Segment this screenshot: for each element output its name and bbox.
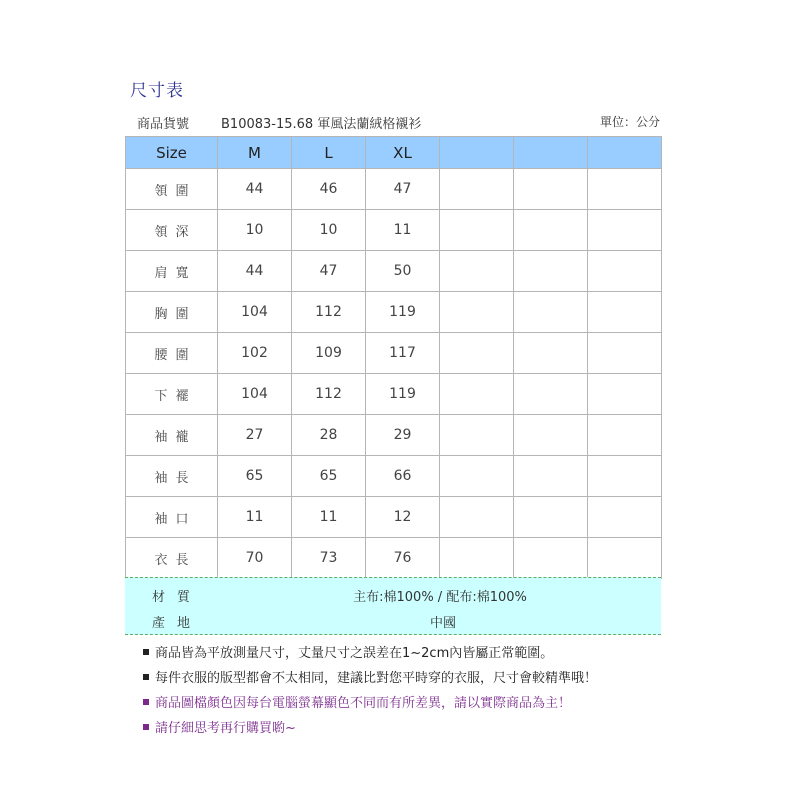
product-code-label: 商品貨號: [137, 117, 190, 132]
table-cell: [440, 497, 514, 538]
square-bullet-icon: [143, 724, 149, 730]
table-row: [126, 292, 662, 333]
table-cell: [514, 210, 588, 251]
table-row: [126, 456, 662, 497]
table-cell: [588, 456, 662, 497]
table-cell: [588, 169, 662, 210]
table-cell: 11: [366, 210, 440, 251]
note-text: 商品皆為平放測量尺寸，丈量尺寸之誤差在1~2cm內皆屬正常範圍。: [155, 646, 554, 661]
table-cell: [440, 415, 514, 456]
table-cell: [440, 292, 514, 333]
table-cell: 44: [218, 251, 292, 292]
table-cell: [588, 415, 662, 456]
table-cell: [440, 333, 514, 374]
table-cell: [588, 374, 662, 415]
material-value: 主布:棉100% / 配布:棉100%: [353, 590, 527, 605]
square-bullet-icon: [143, 699, 149, 705]
table-cell: [514, 251, 588, 292]
material-label: 材質: [152, 590, 203, 605]
table-row: [126, 333, 662, 374]
table-row: [126, 169, 662, 210]
table-cell: 28: [292, 415, 366, 456]
table-cell: 27: [218, 415, 292, 456]
table-cell: [514, 333, 588, 374]
table-row: [126, 374, 662, 415]
table-cell: 47: [366, 169, 440, 210]
header-cell: M: [218, 137, 292, 169]
table-cell: 29: [366, 415, 440, 456]
row-label: 肩寬: [126, 251, 218, 292]
row-label: 袖口: [126, 497, 218, 538]
square-bullet-icon: [143, 674, 149, 680]
table-cell: [514, 374, 588, 415]
table-cell: [514, 456, 588, 497]
origin-value: 中國: [429, 616, 456, 631]
table-row: [126, 538, 662, 579]
table-cell: 65: [292, 456, 366, 497]
row-label: 袖長: [126, 456, 218, 497]
origin-row: [125, 609, 661, 635]
product-info-row: [125, 113, 660, 133]
table-cell: [440, 210, 514, 251]
table-cell: [514, 169, 588, 210]
table-cell: [588, 210, 662, 251]
row-label: 領深: [126, 210, 218, 251]
table-cell: 12: [366, 497, 440, 538]
table-cell: [440, 374, 514, 415]
table-cell: 117: [366, 333, 440, 374]
table-cell: [514, 415, 588, 456]
row-label: 腰圍: [126, 333, 218, 374]
row-label: 袖襱: [126, 415, 218, 456]
row-label: 胸圍: [126, 292, 218, 333]
header-cell: L: [292, 137, 366, 169]
table-cell: 112: [292, 292, 366, 333]
row-label: 下襬: [126, 374, 218, 415]
table-cell: 65: [218, 456, 292, 497]
table-cell: 47: [292, 251, 366, 292]
row-label: 衣長: [126, 538, 218, 579]
header-cell: [440, 137, 514, 169]
header-cell: Size: [126, 137, 218, 169]
table-row: [126, 415, 662, 456]
note-text: 每件衣服的版型都會不太相同，建議比對您平時穿的衣服，尺寸會較精準哦！: [155, 671, 598, 686]
note-item: [143, 695, 683, 720]
table-row: [126, 210, 662, 251]
square-bullet-icon: [143, 649, 149, 655]
table-cell: 70: [218, 538, 292, 579]
table-cell: [588, 292, 662, 333]
table-cell: 50: [366, 251, 440, 292]
table-cell: [514, 538, 588, 579]
table-cell: [588, 497, 662, 538]
table-cell: 102: [218, 333, 292, 374]
notes-list: [143, 645, 683, 745]
table-cell: [440, 169, 514, 210]
product-code-value: B10083-15.68 軍風法蘭絨格襯衫: [221, 117, 422, 132]
note-text: 請仔細思考再行購買喲~: [155, 721, 296, 736]
size-table: [125, 136, 662, 579]
table-cell: 11: [292, 497, 366, 538]
table-cell: 104: [218, 292, 292, 333]
table-row: [126, 251, 662, 292]
material-row: [125, 583, 661, 609]
note-item: [143, 645, 683, 670]
table-cell: 11: [218, 497, 292, 538]
table-cell: 10: [218, 210, 292, 251]
header-cell: XL: [366, 137, 440, 169]
table-cell: 44: [218, 169, 292, 210]
material-panel: [125, 577, 661, 635]
table-cell: 112: [292, 374, 366, 415]
size-header-row: [126, 137, 662, 169]
table-cell: 119: [366, 292, 440, 333]
table-cell: 46: [292, 169, 366, 210]
note-text: 商品圖檔顏色因每台電腦螢幕顯色不同而有所差異，請以實際商品為主！: [155, 696, 572, 711]
table-cell: [514, 497, 588, 538]
table-cell: 104: [218, 374, 292, 415]
table-cell: [588, 251, 662, 292]
table-cell: 66: [366, 456, 440, 497]
table-cell: 119: [366, 374, 440, 415]
unit-label: 單位：公分: [599, 115, 660, 129]
header-cell: [588, 137, 662, 169]
table-cell: [440, 538, 514, 579]
table-cell: 10: [292, 210, 366, 251]
page-title: 尺寸表: [130, 81, 184, 101]
note-item: [143, 720, 683, 745]
header-cell: [514, 137, 588, 169]
row-label: 領圍: [126, 169, 218, 210]
table-cell: 73: [292, 538, 366, 579]
table-cell: [588, 538, 662, 579]
table-cell: 109: [292, 333, 366, 374]
origin-label: 產地: [152, 616, 203, 631]
table-cell: [440, 251, 514, 292]
table-row: [126, 497, 662, 538]
table-cell: [440, 456, 514, 497]
table-cell: [514, 292, 588, 333]
note-item: [143, 670, 683, 695]
table-cell: [588, 333, 662, 374]
table-cell: 76: [366, 538, 440, 579]
